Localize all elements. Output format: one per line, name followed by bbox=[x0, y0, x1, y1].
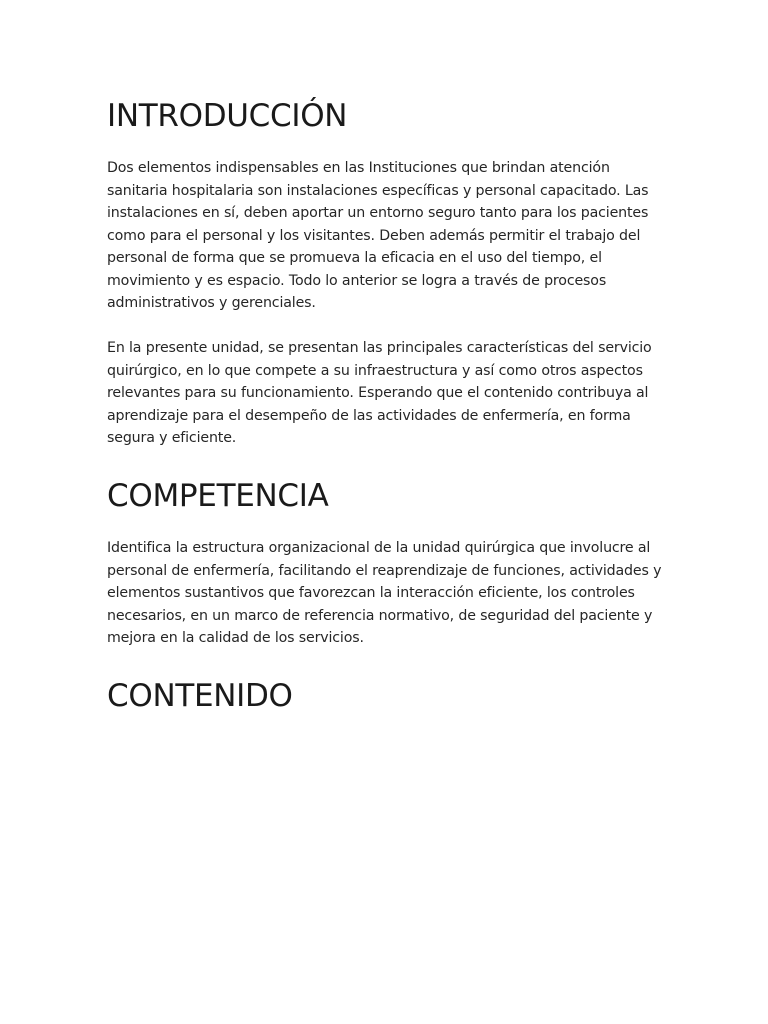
heading-competencia: COMPETENCIA bbox=[107, 478, 329, 514]
heading-introduccion: INTRODUCCIÓN bbox=[107, 98, 348, 134]
paragraph-introduccion-1: Dos elementos indispensables en las Instituciones que brindan atención sanitaria hospitalaria son instalaciones específicas y personal capacitado. Las instalaciones en sí, deben aportar un entorno seguro tanto para los pacientes como para el personal y los visitantes. Deben además permitir el trabajo del personal de forma que se promueva la eficacia en el uso del tiempo, el movimiento y es espacio. Todo lo anterior se logra a través de procesos administrativos y gerenciales. bbox=[107, 160, 649, 311]
heading-contenido: CONTENIDO bbox=[107, 678, 293, 714]
paragraph-introduccion-2: En la presente unidad, se presentan las principales características del servicio quirúrgico, en lo que compete a su infraestructura y así como otros aspectos relevantes para su funcionamiento. Esperando que el contenido contribuya al aprendizaje para el desempeño de las actividades de enfermería, en forma segura y eficiente. bbox=[107, 340, 652, 446]
paragraph-competencia: Identifica la estructura organizacional de la unidad quirúrgica que involucre al personal de enfermería, facilitando el reaprendizaje de funciones, actividades y elementos sustantivos que favorezcan la interacción eficiente, los controles necesarios, en un marco de referencia normativo, de seguridad del paciente y mejora en la calidad de los servicios. bbox=[107, 540, 662, 646]
